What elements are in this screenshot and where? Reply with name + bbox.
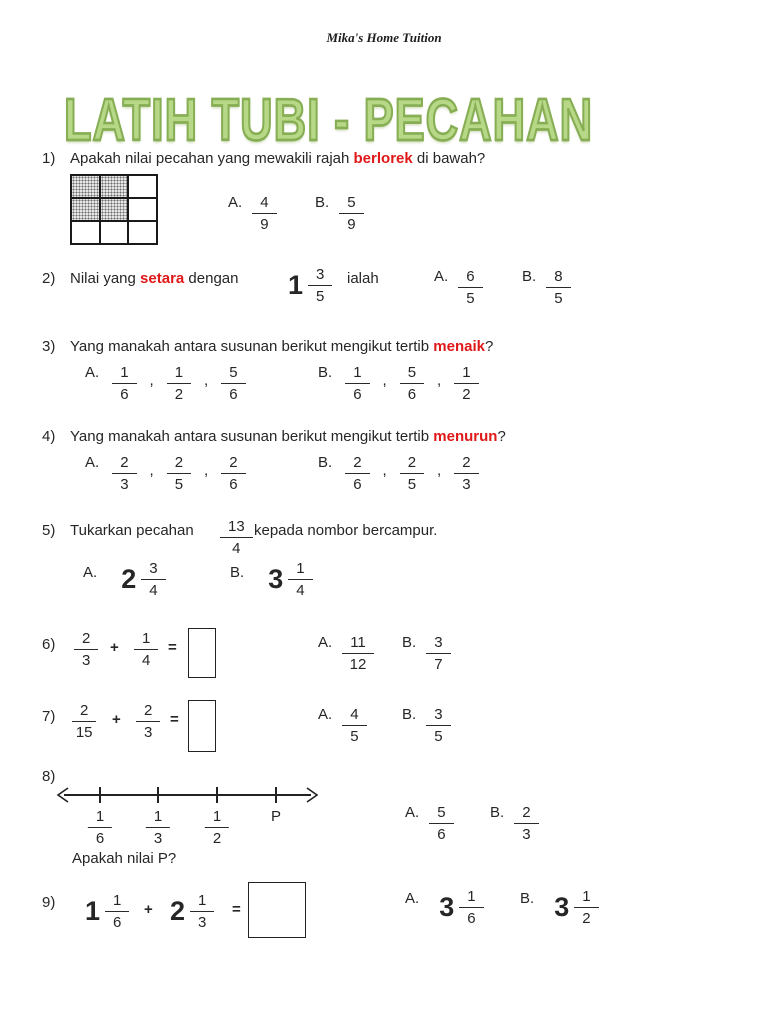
- worksheet-page: Mika's Home Tuition LATIH TUBI - PECAHAN 1) Apakah nilai pecahan yang mewakili rajah berlorek di bawah? A. $\frac{4}{9}$ B. $\frac{5}{9}$ 2) Nilai yang setara dengan 1 $\frac{3}{5}$ ialah A. $\frac{6}{5}$ B. $\frac{8}{5}$ 3) Yang manakah antara susunan berikut mengikut tertib menaik? A. $\frac{1}{6}$ , $\frac{1}{2}$ , $\frac{5}{6}$ B. $\frac{1}{6}$ , $\frac{5}{6}$ , $\frac{1}{2}$ 4) Yang manakah antara susunan berikut mengikut tertib menurun? A. $\frac{2}{3}$ , $\frac{2}{5}$ , $\frac{2}{6}$ B. $\frac{2}{6}$ , $\frac{2}{5}$ , $\frac{2}{3}$ 5) Tukarkan pecahan $\frac{13}{4}$ kepada nombor bercampur. A. 2 $\frac{3}{4}$ B. 3 $\frac{1}{4}$ 6) $\frac{2}{3}$ + $\frac{1}{4}$ = A. $\frac{11}{12}$ B. $\frac{3}{7}$ 7) $\frac{2}{15}$ + $\frac{2}{3}$ = A. $\frac{4}{5}$ B. $\frac{3}{5}$ 8) $\frac{1}{6}$ $\frac{1}{3}$ $\frac{1}{2}$ P A. $\frac{5}{6}$ B. $\frac{2}{3}$ Apakah nilai P? 9) 1 $\frac{1}{6}$ + 2 $\frac{1}{3}$ = A. 3 $\frac{1}{6}$ B. 3 $\frac{1}{2}$: [0, 0, 768, 1024]
- question-4: [42, 428, 742, 494]
- equals-sign: =: [170, 711, 179, 728]
- question-text: Apakah nilai pecahan yang mewakili rajah berlorek di bawah?: [70, 150, 486, 167]
- option-b: B. $\frac{8}{5}$: [522, 268, 571, 308]
- mixed-number: 1 $\frac{1}{6}$: [85, 892, 129, 932]
- option-b: B. $\frac{5}{9}$: [315, 194, 364, 234]
- improper-fraction: $\frac{13}{4}$: [220, 518, 253, 558]
- mixed-number: 2 $\frac{1}{3}$: [170, 892, 214, 932]
- question-number: 3): [42, 338, 56, 355]
- point-p-label: P: [270, 808, 282, 825]
- option-a: A. $\frac{5}{6}$: [405, 804, 454, 844]
- grid-cell-shaded: [100, 198, 129, 221]
- plus-sign: +: [112, 711, 121, 728]
- option-b: B. 3 $\frac{1}{4}$: [230, 560, 313, 600]
- tick-label: $\frac{1}{3}$: [146, 808, 170, 848]
- question-number: 7): [42, 708, 56, 725]
- fraction: $\frac{8}{5}$: [546, 268, 570, 308]
- grid-cell-shaded: [71, 175, 100, 198]
- question-3: [42, 338, 742, 404]
- tick-label: $\frac{1}{2}$: [205, 808, 229, 848]
- mixed-number: 3 $\frac{1}{4}$: [268, 560, 312, 600]
- option-a: A. $\frac{1}{6}$ , $\frac{1}{2}$ , $\frac{5}{6}$: [85, 364, 246, 404]
- question-text: Nilai yang setara dengan: [70, 270, 239, 287]
- grid-cell-shaded: [100, 175, 129, 198]
- option-a: A. $\frac{11}{12}$: [318, 634, 374, 674]
- question-number: 8): [42, 768, 56, 785]
- question-number: 5): [42, 522, 56, 539]
- shaded-fraction-grid: [70, 174, 158, 245]
- question-number: 9): [42, 894, 56, 911]
- answer-box: [188, 628, 216, 678]
- mixed-number: 1 $\frac{3}{5}$: [288, 266, 332, 306]
- tick-label: $\frac{1}{6}$: [88, 808, 112, 848]
- equals-sign: =: [232, 901, 241, 918]
- keyword-berlorek: berlorek: [353, 150, 413, 167]
- option-b: B. $\frac{3}{5}$: [402, 706, 451, 746]
- option-b: B. $\frac{2}{3}$: [490, 804, 539, 844]
- mixed-number: 3 $\frac{1}{2}$: [554, 888, 598, 928]
- grid-cell: [128, 175, 157, 198]
- option-a: A. $\frac{2}{3}$ , $\frac{2}{5}$ , $\frac{2}{6}$: [85, 454, 246, 494]
- fraction: $\frac{6}{5}$: [458, 268, 482, 308]
- fraction: $\frac{4}{9}$: [252, 194, 276, 234]
- grid-cell: [100, 221, 129, 244]
- keyword-menaik: menaik: [433, 338, 485, 355]
- option-b: B. $\frac{2}{6}$ , $\frac{2}{5}$ , $\frac{2}{3}$: [318, 454, 479, 494]
- option-a: A. $\frac{4}{5}$: [318, 706, 367, 746]
- option-a: A. $\frac{4}{9}$: [228, 194, 277, 234]
- question-1: [42, 150, 742, 234]
- brand-header: Mika's Home Tuition: [326, 30, 442, 45]
- option-a: A. 3 $\frac{1}{6}$: [405, 888, 484, 928]
- number-line: [55, 782, 320, 808]
- question-text: Yang manakah antara susunan berikut mengikut tertib menurun?: [70, 428, 506, 445]
- question-text: Yang manakah antara susunan berikut mengikut tertib menaik?: [70, 338, 494, 355]
- question-number: 1): [42, 150, 56, 167]
- question-number: 2): [42, 270, 56, 287]
- grid-cell: [128, 198, 157, 221]
- grid-cell: [128, 221, 157, 244]
- keyword-setara: setara: [140, 270, 185, 287]
- subquestion-text: Apakah nilai P?: [72, 850, 177, 867]
- plus-sign: +: [144, 901, 153, 918]
- keyword-menurun: menurun: [433, 428, 498, 445]
- page-title: LATIH TUBI - PECAHAN: [64, 86, 594, 154]
- equals-sign: =: [168, 639, 177, 656]
- question-tail: ialah: [347, 270, 379, 287]
- question-number: 6): [42, 636, 56, 653]
- mixed-number: 3 $\frac{1}{6}$: [439, 888, 483, 928]
- fraction: $\frac{5}{9}$: [339, 194, 363, 234]
- answer-box: [248, 882, 306, 938]
- grid-cell-shaded: [71, 198, 100, 221]
- option-b: B. 3 $\frac{1}{2}$: [520, 888, 599, 928]
- answer-box: [188, 700, 216, 752]
- plus-sign: +: [110, 639, 119, 656]
- question-8: [42, 768, 742, 878]
- option-b: B. $\frac{1}{6}$ , $\frac{5}{6}$ , $\frac{1}{2}$: [318, 364, 479, 404]
- option-a: A. 2 $\frac{3}{4}$: [83, 560, 166, 600]
- option-b: B. $\frac{3}{7}$: [402, 634, 451, 674]
- grid-cell: [71, 221, 100, 244]
- option-a: A. $\frac{6}{5}$: [434, 268, 483, 308]
- mixed-number: 2 $\frac{3}{4}$: [121, 560, 165, 600]
- question-number: 4): [42, 428, 56, 445]
